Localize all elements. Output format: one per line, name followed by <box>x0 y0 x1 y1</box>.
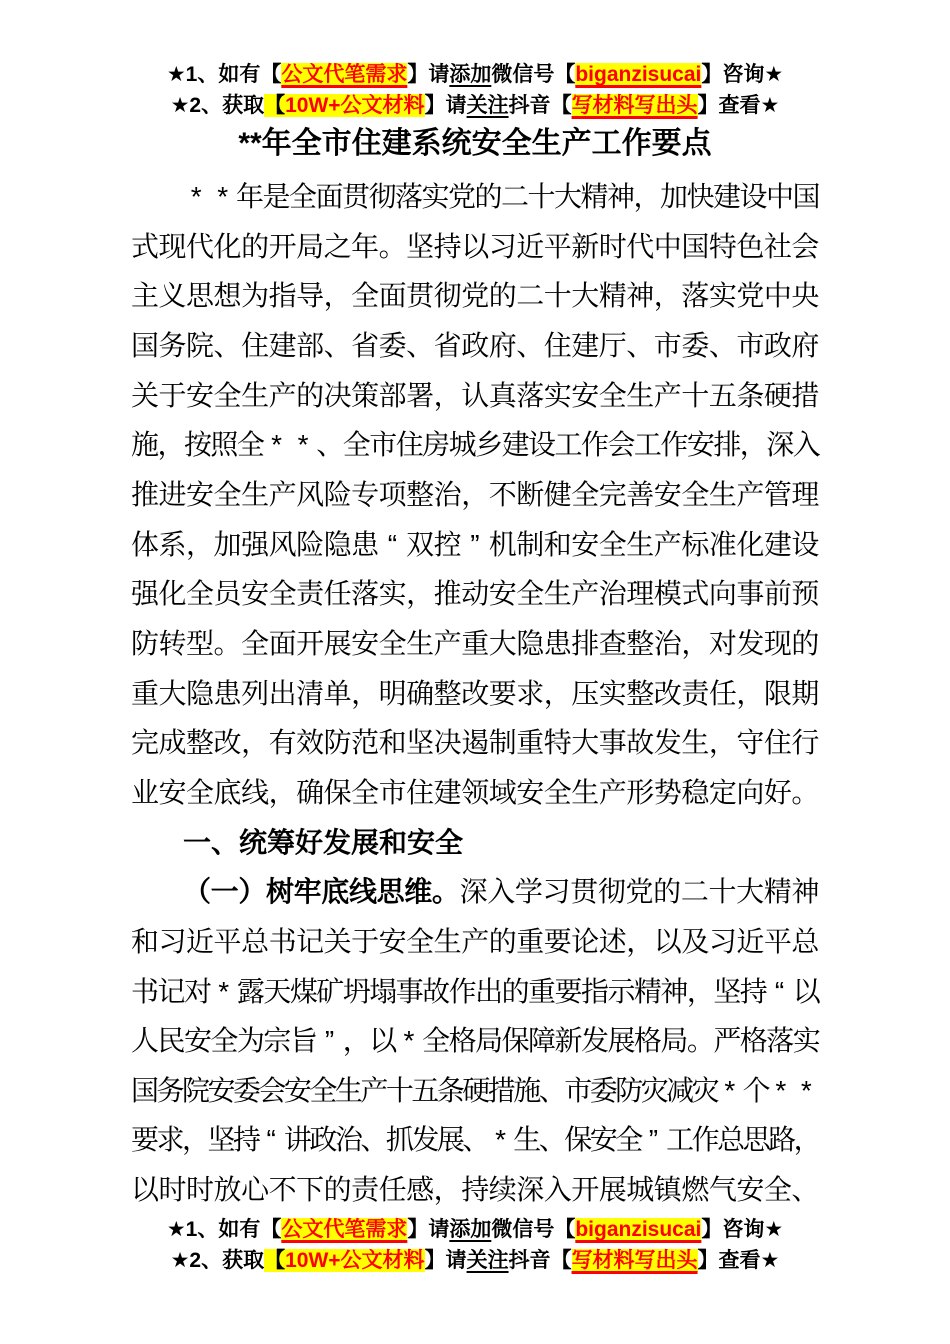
banner-text: 】请 <box>407 1218 450 1241</box>
banner-highlight-text: 公文代笔需求 <box>281 63 408 86</box>
banner-text: 抖音 <box>508 94 551 117</box>
section-heading: 一、统筹好发展和安全 <box>183 826 464 858</box>
banner-text: 【 <box>550 1249 572 1272</box>
banner-text: ★2、获取 <box>170 1249 265 1272</box>
banner-text: 【 <box>550 94 572 117</box>
body-line: 强 化 全 员 安 全 责 任 落 实 ， 推 动 安 全 生 产 治 理 模 式 向 事 前 预 <box>131 578 820 610</box>
banner-text: 】查看★ <box>697 94 780 117</box>
banner-text: 】咨询★ <box>701 63 784 86</box>
banner-text: 添加 <box>449 63 492 86</box>
banner-highlight-text: biganzisucai <box>575 63 702 86</box>
body-line: 要 求 ， 坚 持 “ 讲 政 治 、 抓 发 展 、 * 生 、 保 安 全 ” 工 作 总 思 路 ， <box>131 1124 822 1156</box>
banner-text: 【 <box>264 1249 286 1272</box>
body-line: 体 系 ， 加 强 风 险 隐 患 “ 双 控 ” 机 制 和 安 全 生 产 标 准 化 建 设 <box>131 528 820 560</box>
promo-banner-bottom <box>0 1214 950 1276</box>
banner-text: ★1、如有【 <box>166 63 282 86</box>
body-line: 人 民 安 全 为 宗 旨 ” ， 以 * 全 格 局 保 障 新 发 展 格 局 。 严 格 落 实 <box>131 1025 821 1057</box>
body-line: （ 一 ） 树 牢 底 线 思 维 。 深 入 学 习 贯 彻 党 的 二 十 大 精 神 <box>131 867 819 917</box>
body-line: 国 务 院 安 委 会 安 全 生 产 十 五 条 硬 措 施 、 市 委 防 灾 减 灾 * 个 * * <box>131 1074 812 1106</box>
promo-banner-top <box>0 59 950 121</box>
body-line: 业 安 全 底 线 ， 确 保 全 市 住 建 领 域 安 全 生 产 形 势 稳 定 向 好 。 <box>131 776 820 808</box>
banner-text: 】请 <box>407 63 450 86</box>
body-line: 和 习 近 平 总 书 记 关 于 安 全 生 产 的 重 要 论 述 ， 以 及 习 近 平 总 <box>131 925 820 957</box>
banner-text: 】请 <box>424 94 467 117</box>
banner-line-2 <box>0 1245 950 1276</box>
body-line: * * 年 是 全 面 贯 彻 落 实 党 的 二 十 大 精 神 ， 加 快 建 设 中 国 <box>131 172 819 222</box>
banner-text: 关注 <box>466 94 509 117</box>
body-line: 主 义 思 想 为 指 导 ， 全 面 贯 彻 党 的 二 十 大 精 神 ， 落 实 党 中 央 <box>131 280 820 312</box>
document-title: **年全市住建系统安全生产工作要点 <box>238 127 712 160</box>
document-body <box>131 172 822 1215</box>
banner-text: 微信号【 <box>491 63 576 86</box>
body-line: 完 成 整 改 ， 有 效 防 范 和 坚 决 遏 制 重 特 大 事 故 发 生 ， 守 住 行 <box>131 727 820 759</box>
banner-line-1 <box>0 59 950 90</box>
body-line: 施 ， 按 照 全 * * 、 全 市 住 房 城 乡 建 设 工 作 会 工 作 安 排 ， 深 入 <box>131 429 821 461</box>
banner-text: 抖音 <box>508 1249 551 1272</box>
banner-text: ★2、获取 <box>170 94 265 117</box>
body-line: 国 务 院 、 住 建 部 、 省 委 、 省 政 府 、 住 建 厅 、 市 委 、 市 政 府 <box>131 329 820 361</box>
banner-highlight-text: 10W+公文材料 <box>285 94 425 117</box>
banner-highlight-text: 写材料写出头 <box>571 94 698 117</box>
body-line: 防 转 型 。 全 面 开 展 安 全 生 产 重 大 隐 患 排 查 整 治 ， 对 发 现 的 <box>131 627 820 659</box>
banner-text: 微信号【 <box>491 1218 576 1241</box>
banner-highlight-text: 10W+公文材料 <box>285 1249 425 1272</box>
banner-text: 】查看★ <box>697 1249 780 1272</box>
banner-text: 添加 <box>449 1218 492 1241</box>
banner-highlight-text: biganzisucai <box>575 1218 702 1241</box>
banner-highlight-text: 公文代笔需求 <box>281 1218 408 1241</box>
body-line: 关 于 安 全 生 产 的 决 策 部 署 ， 认 真 落 实 安 全 生 产 十 五 条 硬 措 <box>131 379 820 411</box>
banner-text: 】咨询★ <box>701 1218 784 1241</box>
banner-highlight-text: 写材料写出头 <box>571 1249 698 1272</box>
banner-line-1 <box>0 1214 950 1245</box>
banner-text: 关注 <box>466 1249 509 1272</box>
paragraph-indent <box>131 867 183 917</box>
banner-line-2 <box>0 90 950 121</box>
paragraph-indent <box>131 172 183 222</box>
body-line: 推 进 安 全 生 产 风 险 专 项 整 治 ， 不 断 健 全 完 善 安 全 生 产 管 理 <box>131 478 820 510</box>
banner-text: ★1、如有【 <box>166 1218 282 1241</box>
body-line: 式 现 代 化 的 开 局 之 年 。 坚 持 以 习 近 平 新 时 代 中 国 特 色 社 会 <box>131 230 820 262</box>
banner-text: 【 <box>264 94 286 117</box>
body-line: 以 时 时 放 心 不 下 的 责 任 感 ， 持 续 深 入 开 展 城 镇 燃 气 安 全 、 <box>131 1174 820 1206</box>
banner-text: 】请 <box>424 1249 467 1272</box>
body-line: 重 大 隐 患 列 出 清 单 ， 明 确 整 改 要 求 ， 压 实 整 改 责 任 ， 限 期 <box>131 677 820 709</box>
body-line: 书 记 对 * 露 天 煤 矿 坍 塌 事 故 作 出 的 重 要 指 示 精 神 ， 坚 持 “ 以 <box>131 975 821 1007</box>
